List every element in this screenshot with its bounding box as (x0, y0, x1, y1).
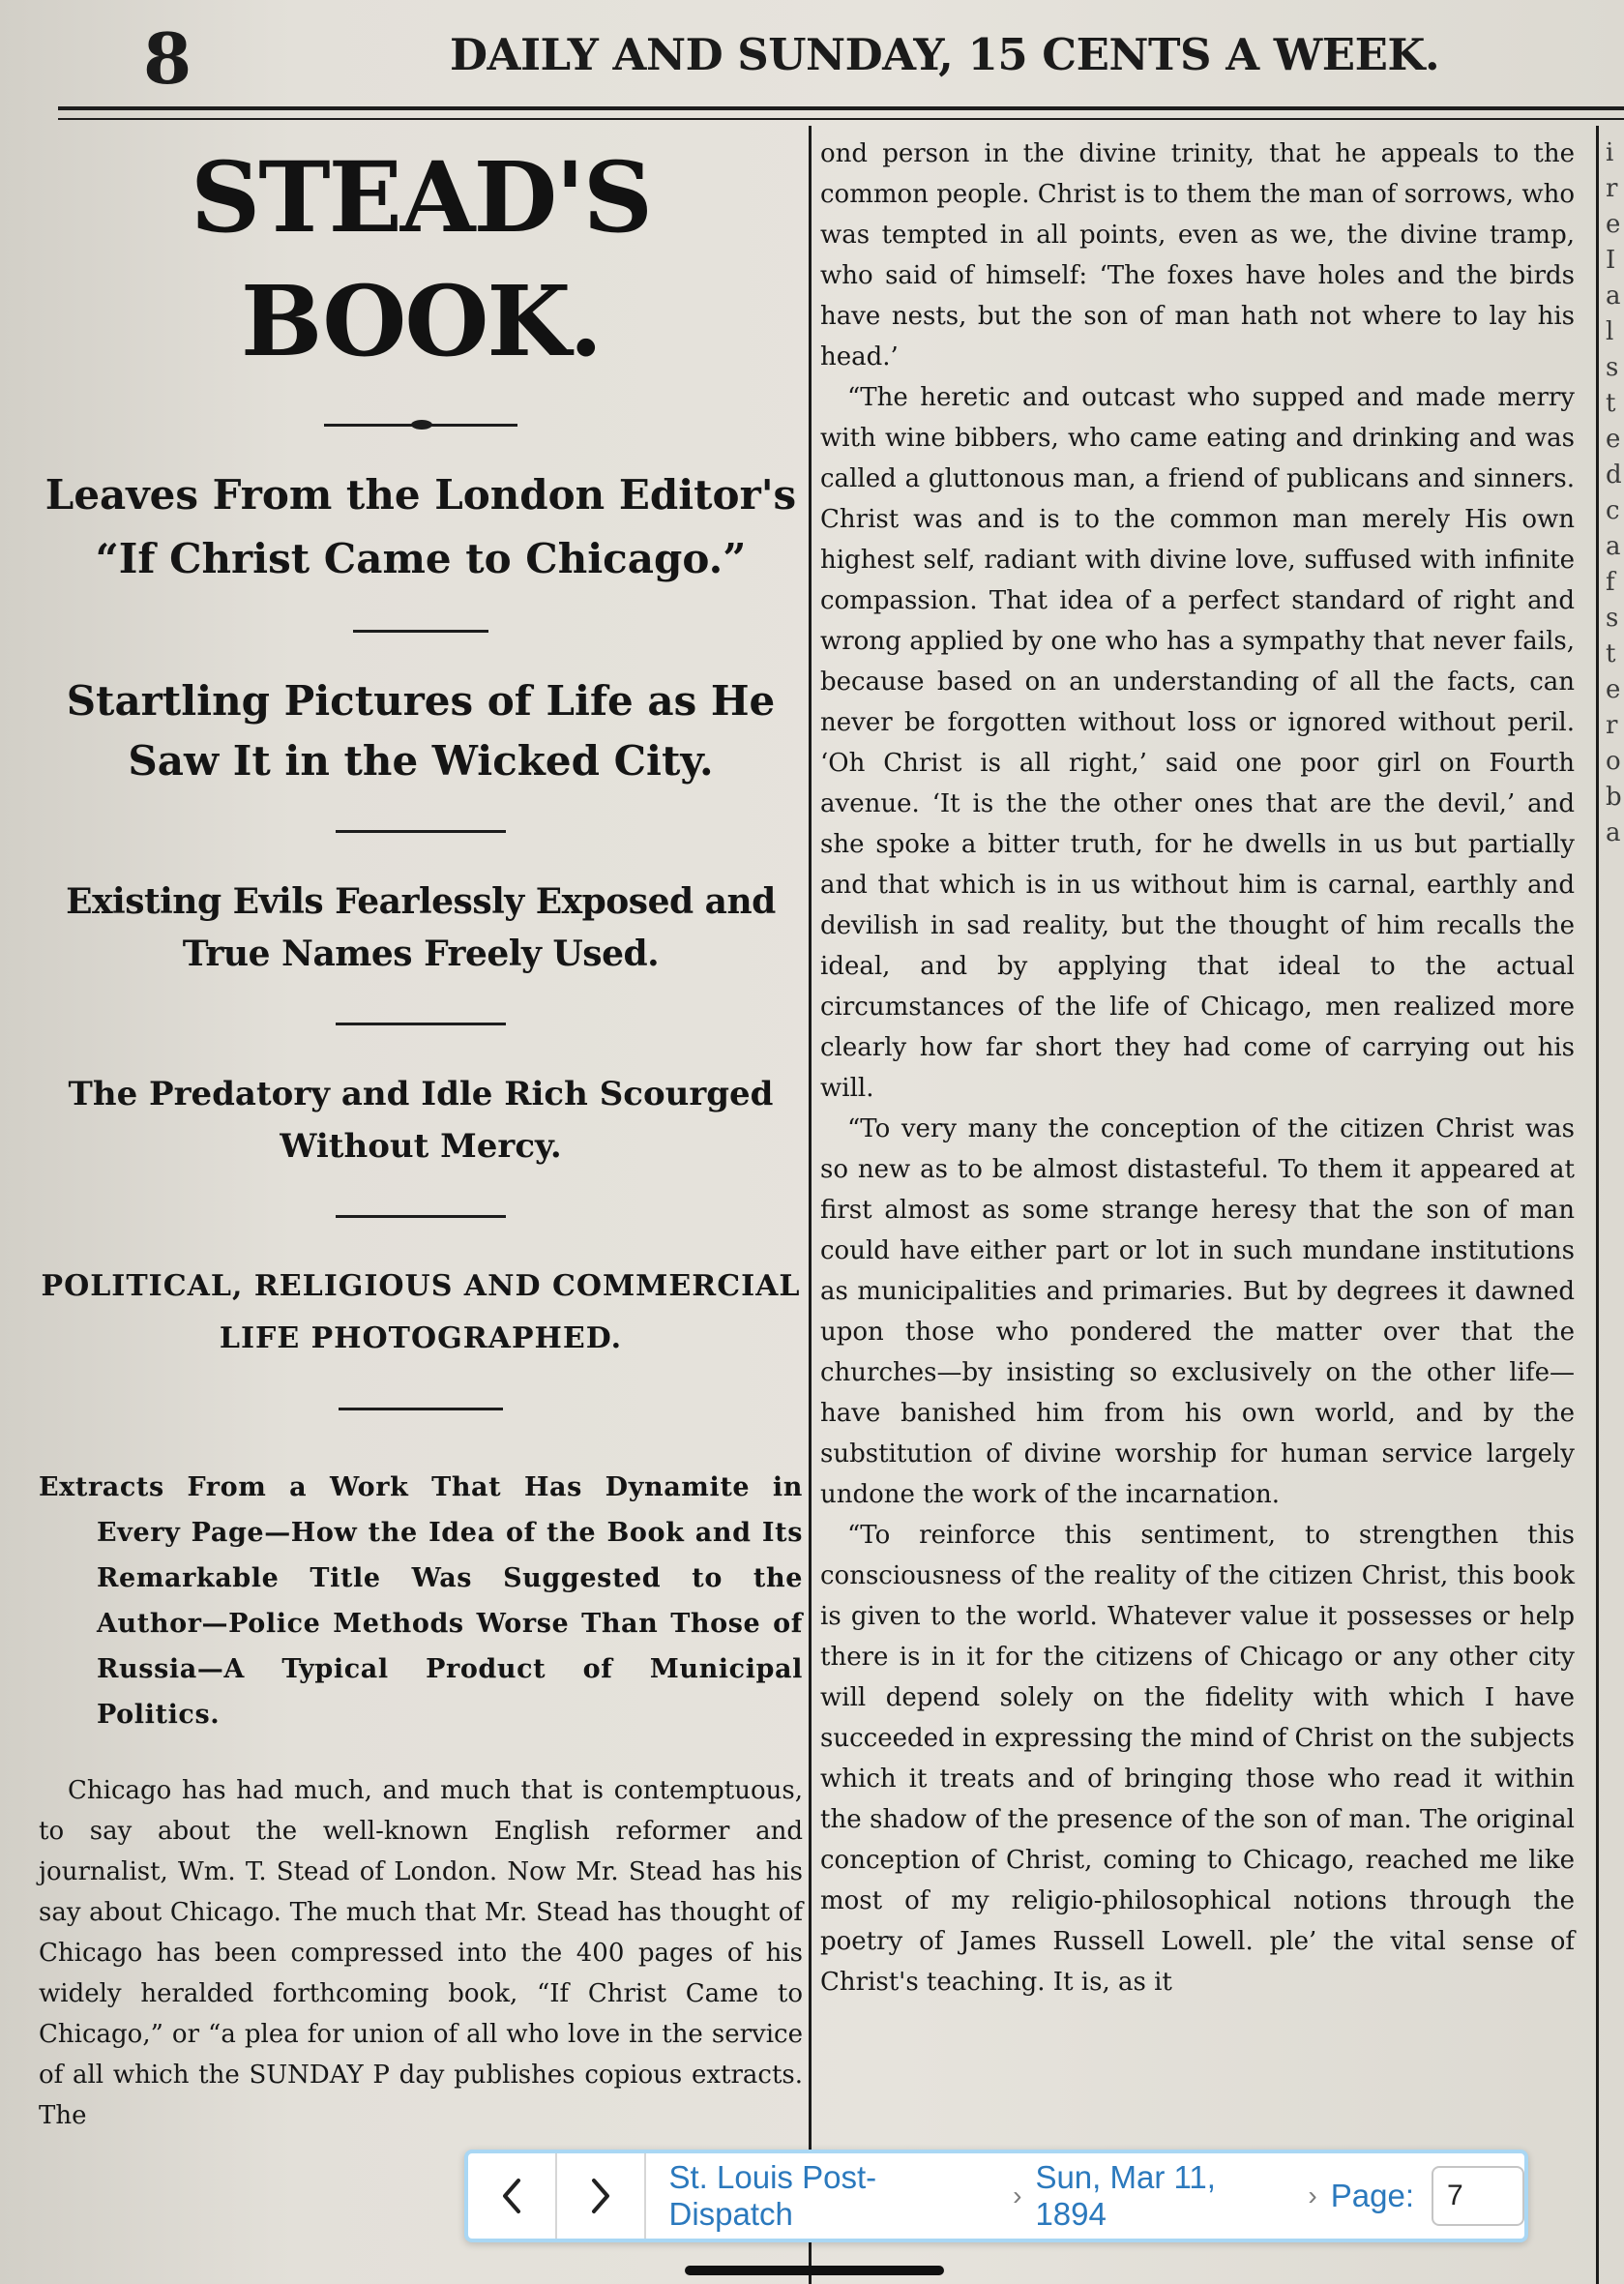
column-fragment: s (1606, 353, 1619, 382)
column-divider (809, 126, 812, 2284)
page-label: Page: (1330, 2178, 1414, 2213)
divider (336, 1023, 506, 1025)
column-fragment: a (1606, 532, 1621, 561)
deck-5: POLITICAL, RELIGIOUS AND COMMERCIAL LIFE PHOTOGRAPHED. (41, 1269, 801, 1355)
page-number: 8 (143, 17, 192, 100)
divider (324, 424, 517, 427)
column-fragment: c (1606, 496, 1620, 525)
deck-2: Startling Pictures of Life as He Saw It in the Wicked City. (66, 677, 776, 785)
column-fragment: t (1606, 639, 1616, 668)
article-middle-column (820, 133, 1575, 2002)
masthead-title: DAILY AND SUNDAY, 15 CENTS A WEEK. (450, 29, 1440, 80)
column-fragment: e (1606, 425, 1621, 454)
headline: STEAD'S BOOK. (191, 140, 651, 378)
column-fragment: r (1606, 711, 1618, 740)
column-fragment: e (1606, 675, 1621, 704)
column-divider (1596, 126, 1599, 2284)
paragraph: “To reinforce this sentiment, to strengthen this consciousness of the reality of the citizen Christ, this book is given to the world. Whatever value it possesses or help there is in it for the citizens of Chicago or any other city will depend solely on the fidelity with which I have succeeded in expressing the mind of Christ on the subjects which it treats and of bringing those who read it within the shadow of the presence of the son of man. The original conception of Christ, coming to Chicago, reached me like most of my religio-philosophical notions through the poetry of James Russell Lowell. ple’ the vital sense of Christ's teaching. It is, as it (820, 1521, 1575, 1997)
column-fragment: s (1606, 604, 1619, 633)
archive-navigation-bar (464, 2150, 1528, 2242)
column-fragment: d (1606, 460, 1622, 489)
deck-1: Leaves From the London Editor's “If Christ Came to Chicago.” (44, 471, 797, 582)
paragraph: “The heretic and outcast who supped and made merry with wine bibbers, who came eating and drinking and was called a gluttonous man, a friend of publicans and sinners. Christ was and is to the common man merely His own highest self, radiant with divine love, suffused with infinite compassion. That idea of a perfect standard of right and wrong applied by one who has a sympathy that never fails, because based on an understanding of all the facts, can never be forgotten without loss or ignored without peril. ‘Oh Christ is all right,’ said one poor girl on Fourth avenue. ‘It is the the other ones that are the devil,’ and she spoke a bitter truth, for he dwells in us but partially and that which is in us without him is carnal, earthly and devilish in sad reality, but the thought of him recalls the ideal, and by applying that ideal to the actual circumstances of the life of Chicago, men realized more clearly how far short they had come of carrying out his will. (820, 383, 1575, 1103)
chevron-left-icon (499, 2177, 524, 2215)
divider (336, 830, 506, 833)
breadcrumb-separator: › (1013, 2180, 1022, 2210)
column-fragment: f (1606, 568, 1615, 597)
chevron-right-icon (588, 2177, 613, 2215)
breadcrumb (646, 2159, 1525, 2233)
masthead-rule-thin (58, 118, 1624, 120)
extracts-summary: Extracts From a Work That Has Dynamite in Every Page—How the Idea of the Book and Its Remarkable Title Was Suggested to the Author—Police Methods Worse Than Those of Russia—A Typical Product of Municipal Politics. (39, 1472, 803, 1730)
deck-4: The Predatory and Idle Rich Scourged Without Mercy. (68, 1075, 774, 1166)
divider (336, 1215, 506, 1218)
divider (339, 1408, 503, 1410)
date-link[interactable]: Sun, Mar 11, 1894 (1035, 2159, 1216, 2232)
column-fragment: t (1606, 389, 1616, 418)
paragraph: ond person in the divine trinity, that he appeals to the common people. Christ is to them the man of sorrows, who was tempted in all points, even as we, the divine tramp, who said of himself: ‘The foxes have holes and the birds have nests, but the son of man hath not where to lay his head.’ (820, 139, 1575, 371)
column-fragment: o (1606, 747, 1621, 776)
column-fragment: a (1606, 282, 1621, 311)
column-fragment: a (1606, 818, 1621, 847)
masthead-rule (58, 106, 1624, 110)
divider (353, 630, 488, 633)
column-fragment: e (1606, 210, 1621, 239)
next-page-button[interactable] (557, 2153, 646, 2239)
breadcrumb-separator: › (1308, 2180, 1317, 2210)
publication-link[interactable]: St. Louis Post-Dispatch (668, 2159, 877, 2232)
column-fragment: i (1606, 138, 1614, 167)
article-body-left: Chicago has had much, and much that is contemptuous, to say about the well-known English reformer and journalist, Wm. T. Stead of London. Now Mr. Stead has his say about Chicago. The much that Mr. Stead has thought of Chicago has been compressed into the 400 pages of his widely heralded forthcoming book, “If Christ Came to Chicago,” or “a plea for union of all who love in the service of all which the SUNDAY P day publishes copious extracts. The (39, 1776, 803, 2130)
column-fragment: r (1606, 174, 1618, 203)
deck-3: Existing Evils Fearlessly Exposed and True Names Freely Used. (66, 881, 776, 974)
column-fragment: l (1606, 317, 1614, 346)
paragraph: “To very many the conception of the citizen Christ was so new as to be almost distasteful. To them it appeared at first almost as some strange heresy that the son of man could have either part or lot in such mundane institutions as municipalities and primaries. But by degrees it dawned upon those who pondered the matter over that the churches—by insisting so exclusively on the other life—have banished him from his own world, and by the substitution of divine worship for human service largely undone the work of the incarnation. (820, 1114, 1575, 1509)
column-fragment: I (1606, 246, 1616, 275)
page-number-input[interactable] (1432, 2166, 1524, 2226)
home-indicator[interactable] (685, 2266, 944, 2275)
article-left-column (39, 135, 803, 2136)
article-right-column-fragment (1606, 135, 1624, 851)
masthead (0, 0, 1624, 114)
column-fragment: b (1606, 783, 1622, 812)
previous-page-button[interactable] (468, 2153, 557, 2239)
